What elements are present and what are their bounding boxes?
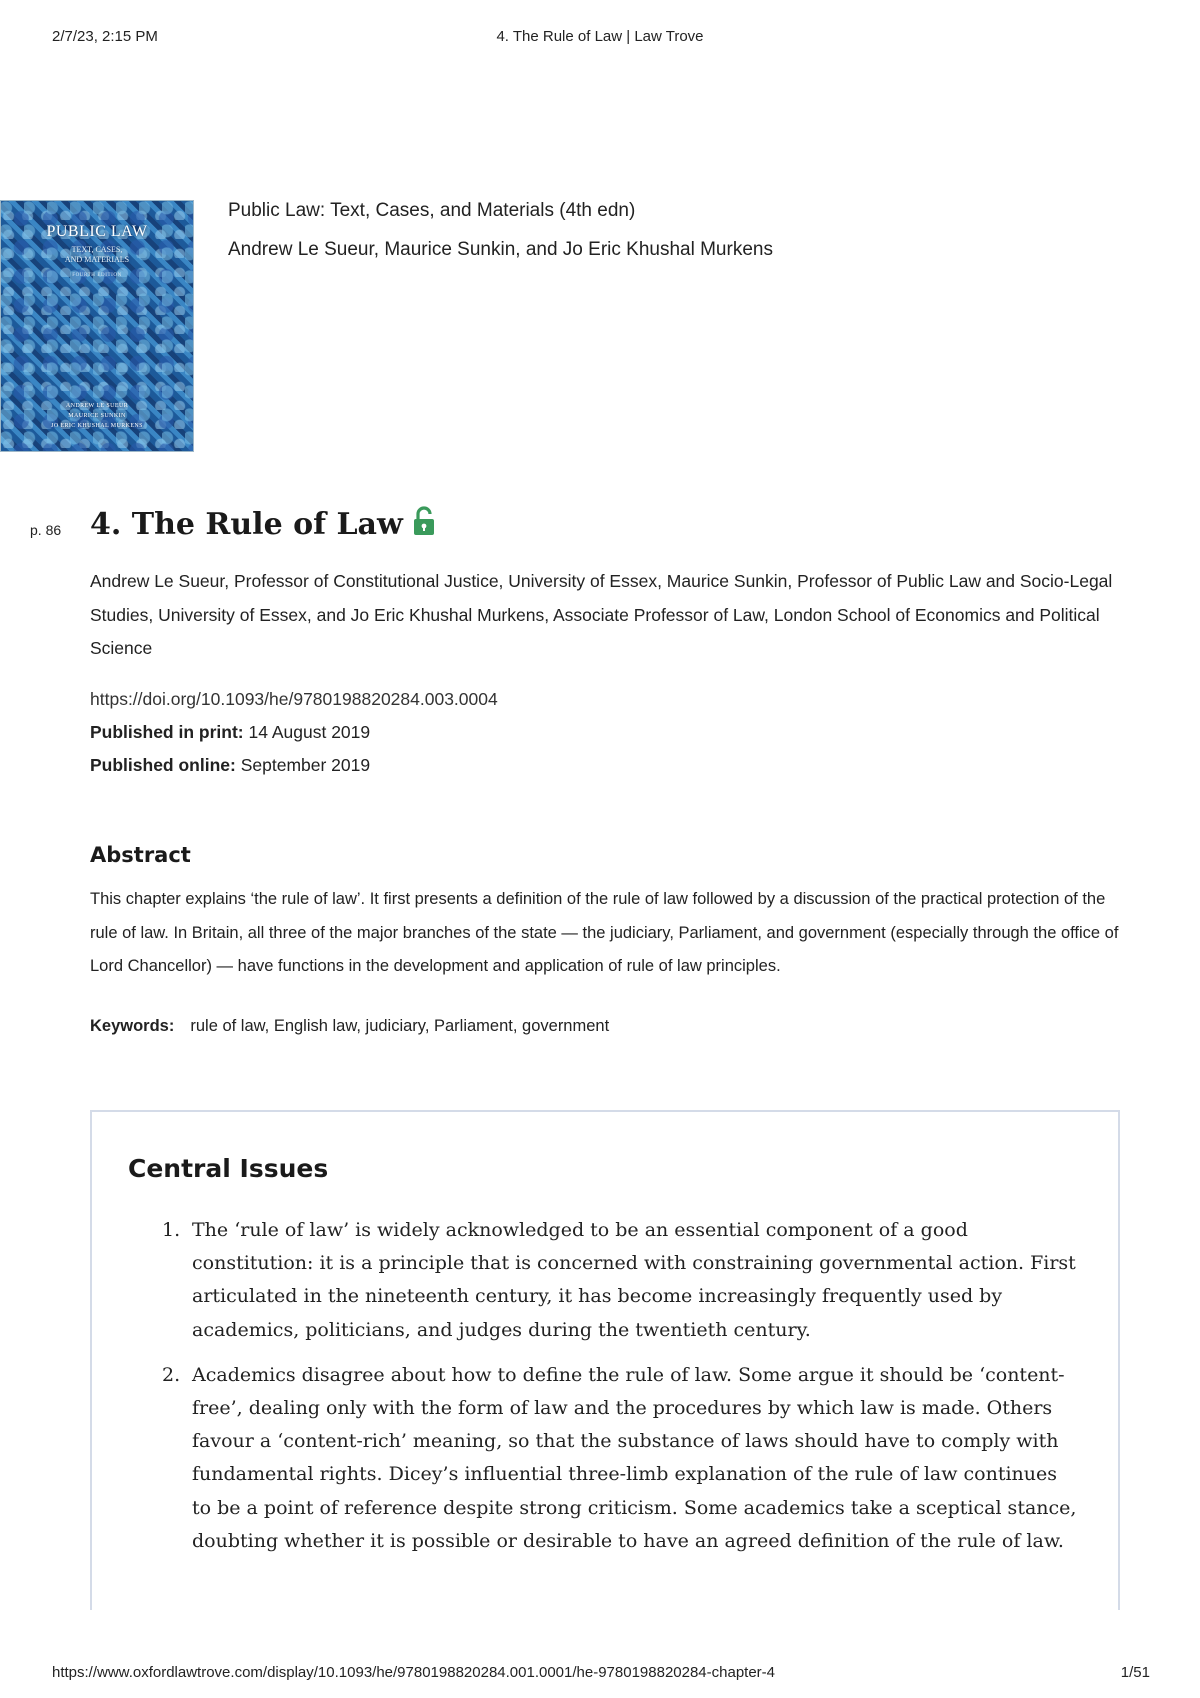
print-page-title: 4. The Rule of Law | Law Trove [496,28,704,45]
cover-author-3: JO ERIC KHUSHAL MURKENS [51,423,143,429]
doi-link[interactable]: https://doi.org/10.1093/he/9780198820284.003.0004 [90,689,498,709]
chapter-title-text: 4. The Rule of Law [90,507,403,542]
published-print-label: Published in print: [90,722,244,742]
published-online-value: September 2019 [240,755,371,775]
book-cover-image[interactable] [0,200,194,452]
book-title-link[interactable]: Public Law: Text, Cases, and Materials (4th edn) [228,200,636,221]
list-item-number: 1. [162,1219,181,1241]
list-item-text: The ‘rule of law’ is widely acknowledged to be an essential component of a good constitution: it is a principle that is concerned with constraining governmental action. First articulated in the nineteenth century, it has become increasingly frequently used by academics, politicians, and judges during the twentieth century. [192,1219,1076,1341]
cover-authors [1,401,193,431]
keywords-label: Keywords: [90,1017,175,1035]
unlocked-padlock-icon [413,506,435,544]
cover-subtitle [1,245,193,265]
central-issue-item [128,1214,1078,1347]
cover-subtitle-line1: TEXT, CASES, [71,245,123,254]
published-online [90,749,498,782]
book-authors: Andrew Le Sueur, Maurice Sunkin, and Jo Eric Khushal Murkens [228,239,773,260]
chapter-title [90,506,435,544]
print-url: https://www.oxfordlawtrove.com/display/10.1093/he/9780198820284.001.0001/he-9780198820284-chapter-4 [52,1664,776,1681]
abstract-text: This chapter explains ‘the rule of law’. It first presents a definition of the rule of law followed by a discussion of the practical protection of the rule of law. In Britain, all three of the major branches of the state — the judiciary, Parliament, and government (especially through the office of Lord Chancellor) — have functions in the development and application of rule of law principles. [90,890,1119,975]
cover-subtitle-line2: AND MATERIALS [64,255,130,264]
central-issues-heading: Central Issues [128,1154,329,1183]
cover-author-2: MAURICE SUNKIN [68,413,126,419]
central-issue-item [128,1359,1078,1558]
central-issues-box [90,1110,1120,1610]
published-print [90,716,498,749]
page-marker: p. 86 [30,522,62,538]
chapter-authors: Andrew Le Sueur, Professor of Constitutional Justice, University of Essex, Maurice Sunkin, Professor of Public Law and Socio-Legal Studies, University of Essex, and Jo Eric Khushal Murkens, Associate Professor of Law, London School of Economics and Political Science [90,571,1113,658]
keywords [90,1017,609,1036]
print-page-count: 1/51 [1120,1664,1150,1681]
book-info [228,200,773,278]
chapter-metadata [90,683,498,782]
print-datetime: 2/7/23, 2:15 PM [52,28,158,45]
list-item-number: 2. [162,1363,181,1386]
published-print-value: 14 August 2019 [248,722,371,742]
cover-title: PUBLIC LAW [46,223,148,240]
central-issues-list [128,1214,1078,1570]
abstract-heading: Abstract [90,843,191,867]
cover-edition: FOURTH EDITION [72,273,122,278]
cover-author-1: ANDREW LE SUEUR [65,403,129,409]
list-item-text: Academics disagree about how to define the rule of law. Some argue it should be ‘content-free’, dealing only with the form of law and the procedures by which law is made. Others favour a ‘content-rich’ meaning, so that the substance of laws should have to comply with fundamental rights. Dicey’s influential three-limb explanation of the rule of law continues to be a point of reference despite strong criticism. Some academics take a sceptical stance, doubting whether it is possible or desirable to have an agreed definition of the rule of law. [192,1363,1077,1552]
keywords-list[interactable]: rule of law, English law, judiciary, Parliament, government [190,1017,610,1035]
published-online-label: Published online: [90,755,236,775]
